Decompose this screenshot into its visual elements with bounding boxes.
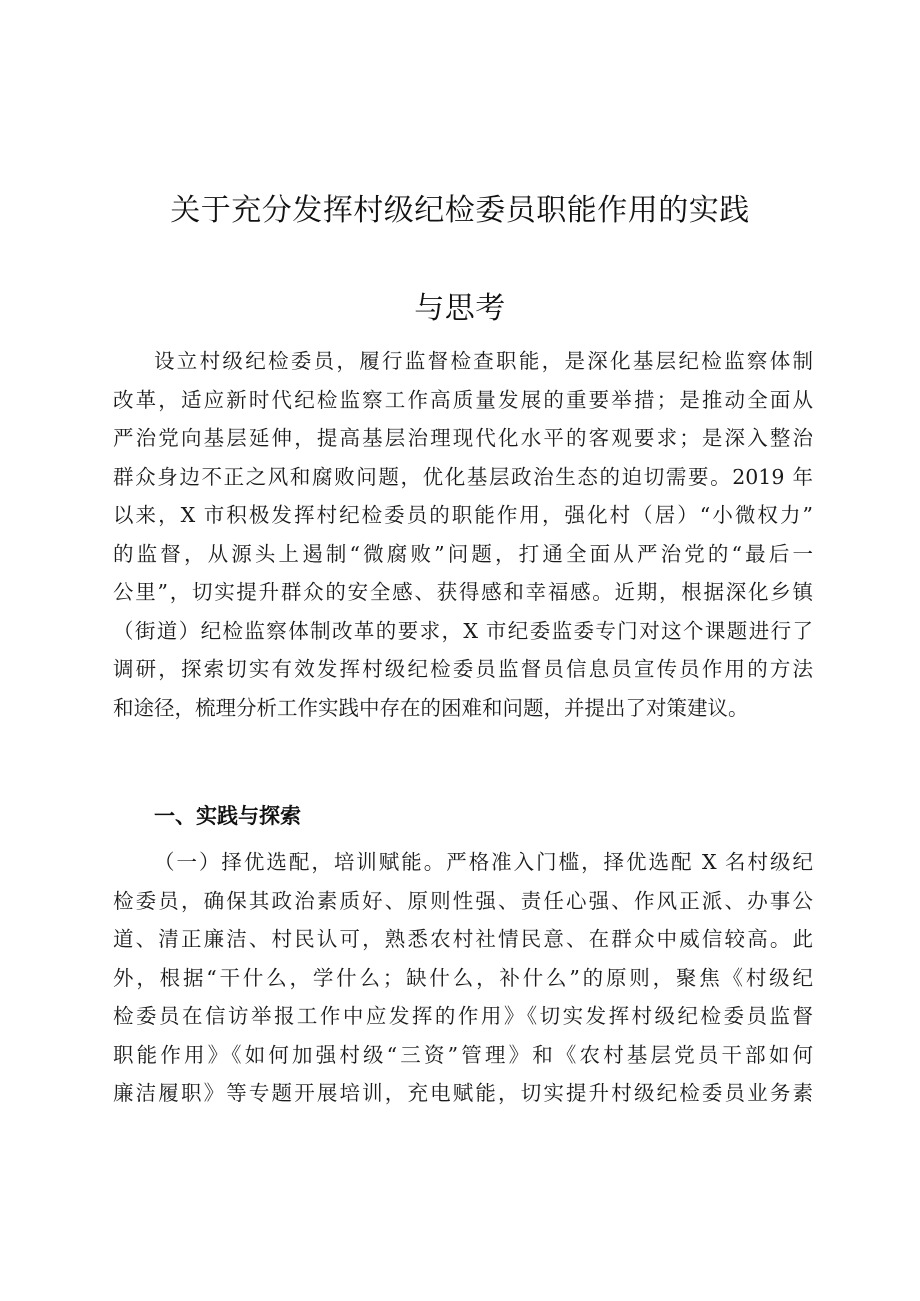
- paragraph-line: 检委员，确保其政治素质好、原则性强、责任心强、作风正派、办事公: [113, 888, 813, 913]
- paragraph-line: 调研，探索切实有效发挥村级纪检委员监督员信息员宣传员作用的方法: [113, 657, 813, 681]
- paragraph-line: 廉洁履职》等专题开展培训，充电赋能，切实提升村级纪检委员业务素: [113, 1081, 813, 1105]
- section-1-paragraph: [113, 843, 813, 1113]
- paragraph-line: 设立村级纪检委员，履行监督检查职能，是深化基层纪检监察体制: [154, 349, 813, 373]
- intro-paragraph: [113, 342, 813, 727]
- document-title-line-1: 关于充分发挥村级纪检委员职能作用的实践: [170, 193, 750, 228]
- paragraph-line: 严治党向基层延伸，提高基层治理现代化水平的客观要求；是深入整治: [113, 426, 813, 450]
- paragraph-line: 道、清正廉洁、村民认可，熟悉农村社情民意、在群众中威信较高。此: [113, 927, 813, 951]
- paragraph-line: 职能作用》《如何加强村级“三资”管理》和《农村基层党员干部如何: [113, 1042, 813, 1067]
- document-title-line-2: 与思考: [414, 291, 506, 326]
- paragraph-line: （街道）纪检监察体制改革的要求，X 市纪委监委专门对这个课题进行了: [113, 618, 813, 643]
- paragraph-line: 公里”，切实提升群众的安全感、获得感和幸福感。近期，根据深化乡镇: [113, 580, 813, 604]
- paragraph-line: 以来，X 市积极发挥村纪检委员的职能作用，强化村（居）“小微权力”: [113, 503, 813, 527]
- paragraph-line: 外，根据“干什么，学什么；缺什么，补什么”的原则，聚焦《村级纪: [113, 965, 813, 990]
- paragraph-line: 和途径，梳理分析工作实践中存在的困难和问题，并提出了对策建议。: [113, 695, 749, 720]
- paragraph-line: （一）择优选配，培训赋能。严格准入门槛，择优选配 X 名村级纪: [154, 850, 813, 874]
- section-heading-1: 一、实践与探索: [154, 804, 301, 828]
- paragraph-line: 检委员在信访举报工作中应发挥的作用》《切实发挥村级纪检委员监督: [113, 1004, 813, 1028]
- paragraph-line: 群众身边不正之风和腐败问题，优化基层政治生态的迫切需要。2019 年: [113, 464, 813, 489]
- paragraph-line: 改革，适应新时代纪检监察工作高质量发展的重要举措；是推动全面从: [113, 387, 813, 412]
- paragraph-line: 的监督，从源头上遏制“微腐败”问题，打通全面从严治党的“最后一: [113, 541, 813, 566]
